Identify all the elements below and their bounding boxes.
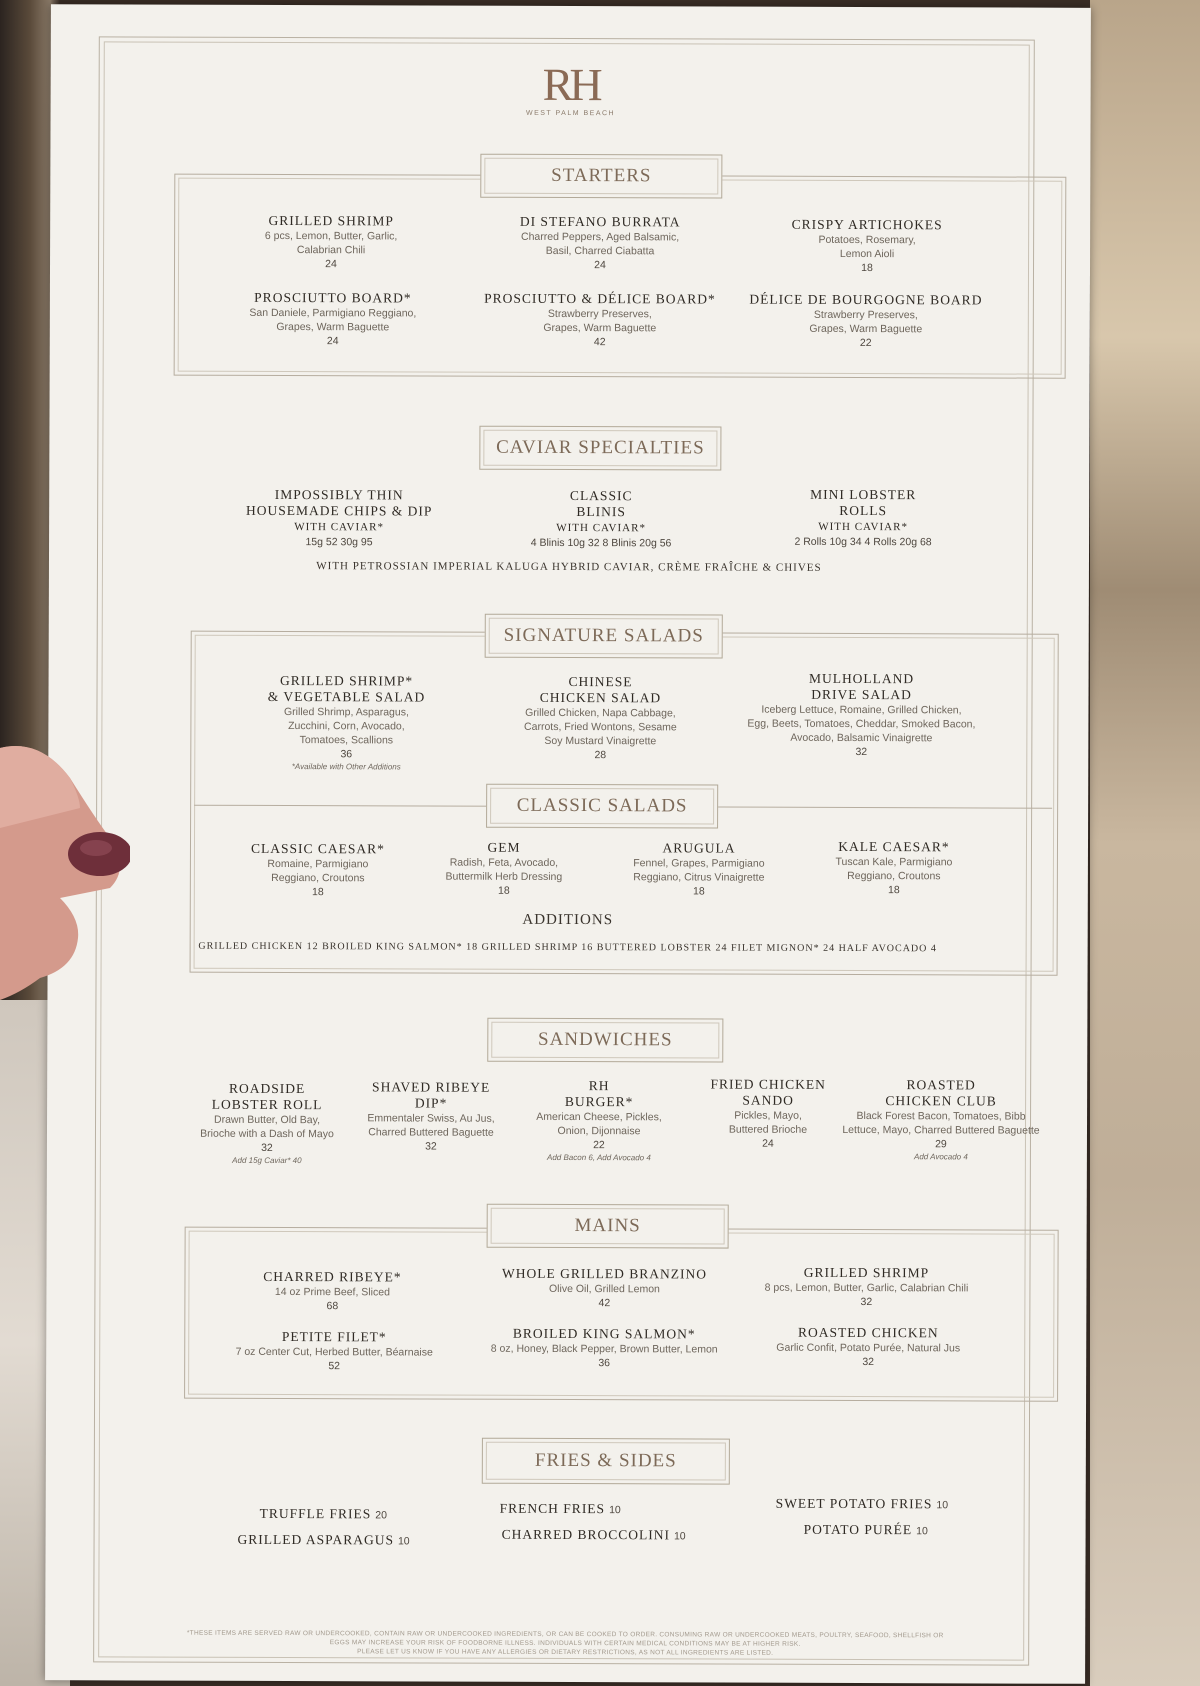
menu-item: ARUGULA Fennel, Grapes, Parmigiano Reggiano, Citrus Vinaigrette 18 bbox=[633, 840, 765, 898]
menu-item: CHARRED RIBEYE* 14 oz Prime Beef, Sliced 68 bbox=[263, 1268, 402, 1313]
menu-item: DI STEFANO BURRATA Charred Peppers, Aged Balsamic, Basil, Charred Ciabatta 24 bbox=[519, 213, 681, 272]
side-item: POTATO PURÉE 10 bbox=[803, 1521, 928, 1538]
side-item: FRENCH FRIES 10 bbox=[499, 1500, 621, 1517]
menu-item: DÉLICE DE BOURGOGNE BOARD Strawberry Preserves, Grapes, Warm Baguette 22 bbox=[749, 291, 983, 350]
menu-item: ROASTED CHICKEN CLUB Black Forest Bacon, Tomatoes, Bibb Lettuce, Mayo, Charred Buttered Baguette 29 Add Avocado 4 bbox=[842, 1077, 1040, 1162]
disclaimer: *THESE ITEMS ARE SERVED RAW OR UNDERCOOKED, CONTAIN RAW OR UNDERCOOKED INGREDIENTS, OR CAN BE COOKED TO ORDER. CONSUMING RAW OR UNDERCOOKED MEATS, POULTRY, SEAFOOD, SHELLFISH OR EGGS MAY INCREASE YOUR RISK OF FOODBORNE ILLNESS. INDIVIDUALS WITH CERTAIN MEDICAL CONDITIONS MAY BE AT HIGHER RISK. PLEASE LET US KNOW IF YOU HAVE ANY ALLERGIES OR DIETARY RESTRICTIONS, AS NOT ALL INGREDIENTS ARE LISTED. bbox=[186, 1629, 944, 1657]
caviar-heading: CAVIAR SPECIALTIES bbox=[479, 426, 721, 471]
menu-item: WHOLE GRILLED BRANZINO Olive Oil, Grilled Lemon 42 bbox=[501, 1265, 708, 1310]
side-item: TRUFFLE FRIES 20 bbox=[259, 1505, 388, 1522]
logo-mark: RH bbox=[542, 58, 599, 111]
menu-item: PROSCIUTTO & DÉLICE BOARD* Strawberry Preserves, Grapes, Warm Baguette 42 bbox=[484, 290, 716, 349]
mains-heading: MAINS bbox=[487, 1204, 729, 1249]
menu-item: CLASSIC BLINIS WITH CAVIAR* 4 Blinis 10g 32 8 Blinis 20g 56 bbox=[530, 488, 672, 550]
side-item: GRILLED ASPARAGUS 10 bbox=[237, 1531, 410, 1548]
background-restaurant bbox=[1090, 0, 1200, 1686]
starters-heading: STARTERS bbox=[480, 154, 722, 199]
signature-salads-heading: SIGNATURE SALADS bbox=[485, 614, 723, 659]
menu-item: PETITE FILET* 7 oz Center Cut, Herbed Butter, Béarnaise 52 bbox=[235, 1329, 433, 1373]
hand bbox=[0, 738, 130, 1008]
menu-item: ROASTED CHICKEN Garlic Confit, Potato Purée, Natural Jus 32 bbox=[776, 1324, 961, 1369]
additions-heading: ADDITIONS bbox=[522, 911, 614, 929]
sandwiches-heading: SANDWICHES bbox=[487, 1018, 723, 1063]
menu-paper bbox=[45, 4, 1091, 1684]
additions-list: GRILLED CHICKEN 12 BROILED KING SALMON* 18 GRILLED SHRIMP 16 BUTTERED LOBSTER 24 FILET MIGNON* 24 HALF AVOCADO 4 bbox=[198, 940, 937, 955]
menu-item: IMPOSSIBLY THIN HOUSEMADE CHIPS & DIP WITH CAVIAR* 15g 52 30g 95 bbox=[245, 486, 433, 549]
mains-box bbox=[184, 1227, 1059, 1402]
logo-location: WEST PALM BEACH bbox=[525, 109, 616, 118]
menu-item: ROADSIDE LOBSTER ROLL Drawn Butter, Old Bay, Brioche with a Dash of Mayo 32 Add 15g Caviar* 40 bbox=[200, 1080, 334, 1166]
menu-item: CHINESE CHICKEN SALAD Grilled Chicken, Napa Cabbage, Carrots, Fried Wontons, Sesame Soy Mustard Vinaigrette 28 bbox=[524, 674, 677, 762]
menu-item: GRILLED SHRIMP* & VEGETABLE SALAD Grilled Shrimp, Asparagus, Zucchini, Corn, Avocado, Tomatoes, Scallions 36 *Available with Other Additions bbox=[267, 672, 426, 772]
side-item: SWEET POTATO FRIES 10 bbox=[775, 1495, 949, 1512]
menu-item: SHAVED RIBEYE DIP* Emmentaler Swiss, Au Jus, Charred Buttered Baguette 32 bbox=[367, 1079, 495, 1153]
classic-salads-heading: CLASSIC SALADS bbox=[486, 784, 718, 829]
side-item: CHARRED BROCCOLINI 10 bbox=[501, 1526, 686, 1543]
menu-item: CLASSIC CAESAR* Romaine, Parmigiano Reggiano, Croutons 18 bbox=[251, 840, 385, 899]
menu-item: PROSCIUTTO BOARD* San Daniele, Parmigiano Reggiano, Grapes, Warm Baguette 24 bbox=[249, 289, 417, 348]
rh-logo bbox=[51, 60, 1091, 119]
menu-item: KALE CAESAR* Tuscan Kale, Parmigiano Reggiano, Croutons 18 bbox=[835, 838, 953, 897]
menu-item: MULHOLLAND DRIVE SALAD Iceberg Lettuce, Romaine, Grilled Chicken, Egg, Beets, Tomatoes, Cheddar, Smoked Bacon, Avocado, Balsamic Vinaigrette 32 bbox=[747, 670, 976, 759]
menu-item: FRIED CHICKEN SANDO Pickles, Mayo, Buttered Brioche 24 bbox=[710, 1076, 826, 1150]
menu-item: RH BURGER* American Cheese, Pickles, Onion, Dijonnaise 22 Add Bacon 6, Add Avocado 4 bbox=[536, 1078, 662, 1163]
menu-item: CRISPY ARTICHOKES Potatoes, Rosemary, Lemon Aioli 18 bbox=[791, 216, 943, 275]
sides-heading: FRIES & SIDES bbox=[482, 1438, 730, 1485]
menu-item: GRILLED SHRIMP 6 pcs, Lemon, Butter, Garlic, Calabrian Chili 24 bbox=[264, 212, 398, 271]
menu-item: GEM Radish, Feta, Avocado, Buttermilk Herb Dressing 18 bbox=[445, 839, 563, 897]
menu-item: BROILED KING SALMON* 8 oz, Honey, Black Pepper, Brown Butter, Lemon 36 bbox=[490, 1325, 718, 1370]
menu-item: MINI LOBSTER ROLLS WITH CAVIAR* 2 Rolls 10g 34 4 Rolls 20g 68 bbox=[794, 486, 932, 549]
caviar-note: WITH PETROSSIAN IMPERIAL KALUGA HYBRID CAVIAR, CRÈME FRAÎCHE & CHIVES bbox=[316, 560, 822, 574]
menu-item: GRILLED SHRIMP 8 pcs, Lemon, Butter, Garlic, Calabrian Chili 32 bbox=[764, 1264, 969, 1309]
